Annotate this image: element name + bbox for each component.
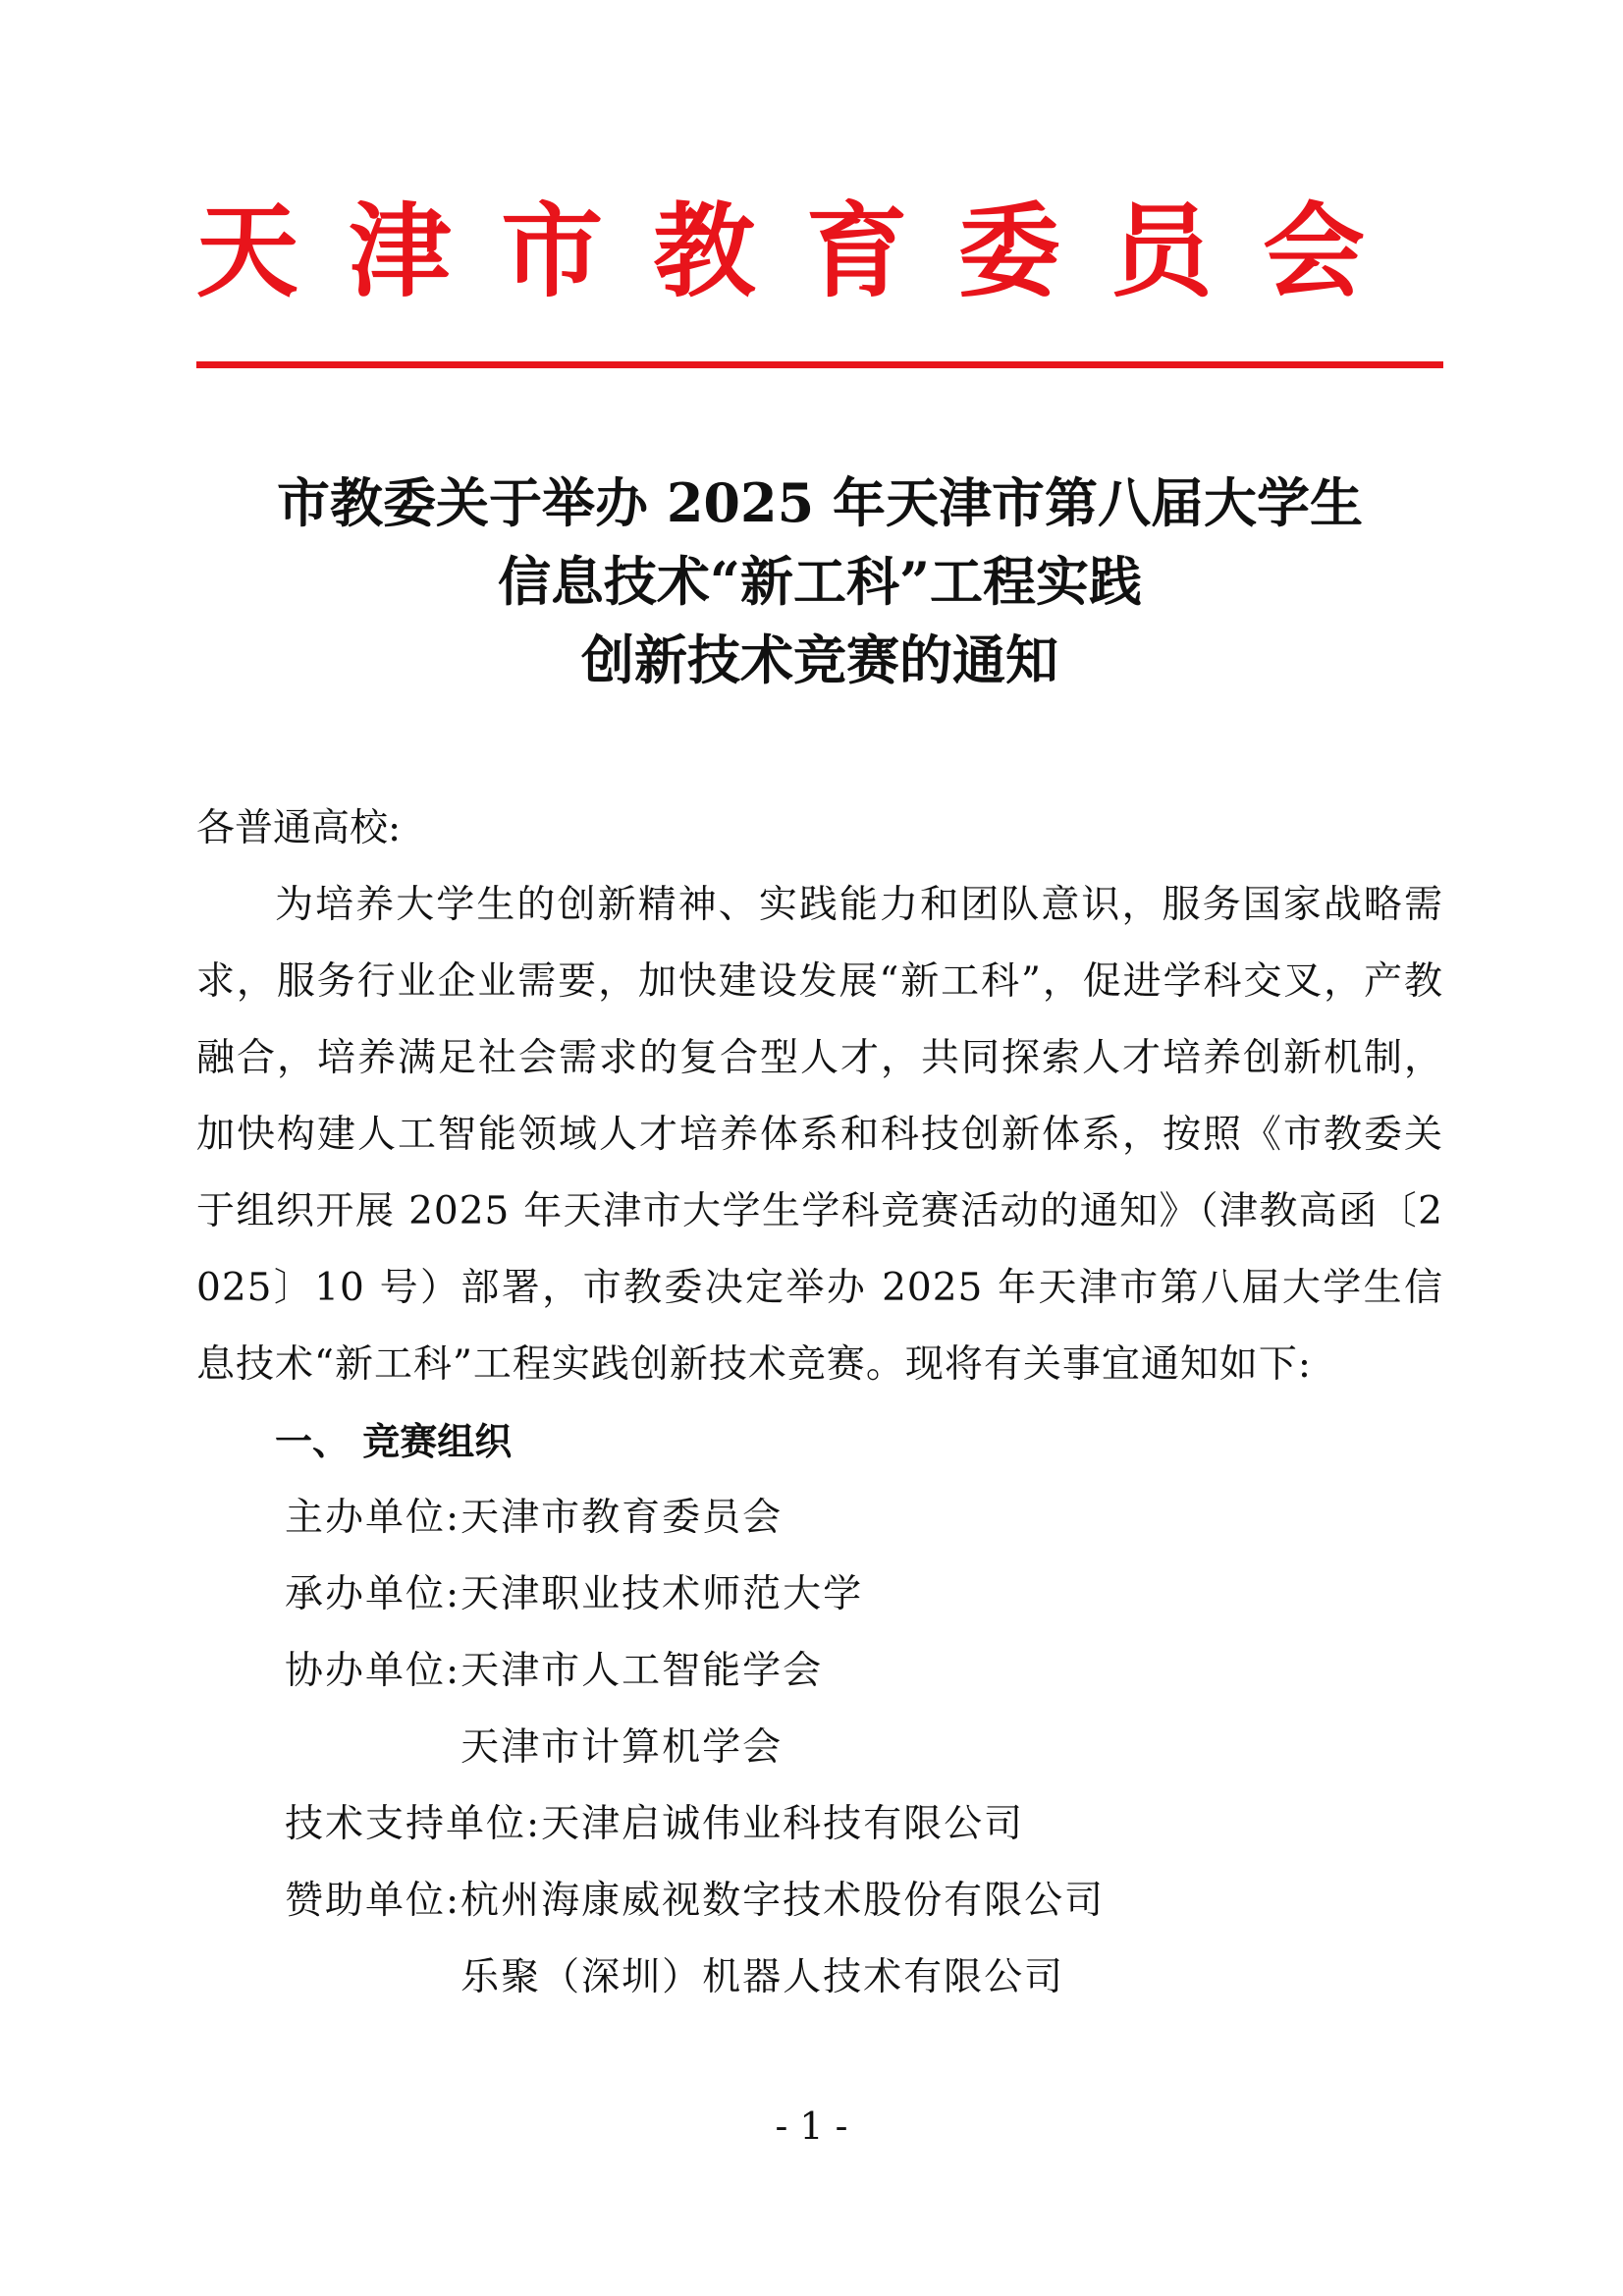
org-label: 技术支持单位: <box>285 1802 542 1846</box>
org-row-co-organizer <box>196 1633 1443 1786</box>
org-values <box>460 1633 823 1786</box>
issuer-masthead <box>196 192 1365 310</box>
org-values <box>460 1480 783 1557</box>
masthead-divider <box>196 361 1443 368</box>
org-label: 协办单位: <box>285 1649 461 1693</box>
org-value: 天津市教育委员会 <box>460 1496 784 1540</box>
org-row-tech-support <box>196 1786 1443 1863</box>
masthead-char: 会 <box>1262 191 1365 311</box>
document-title <box>147 464 1492 699</box>
org-label: 承办单位: <box>285 1572 461 1616</box>
org-row-host <box>196 1480 1443 1557</box>
org-label: 主办单位: <box>285 1496 461 1540</box>
org-row-organizer <box>196 1557 1443 1633</box>
section-heading: 一、 竞赛组织 <box>275 1420 513 1463</box>
masthead-char: 育 <box>805 191 908 311</box>
salutation: 各普通高校: <box>196 806 402 850</box>
org-values <box>460 1863 1105 2016</box>
masthead-char: 市 <box>501 191 604 311</box>
intro-paragraph: 为培养大学生的创新精神、实践能力和团队意识，服务国家战略需求，服务行业企业需要，加快建设发展“新工科”，促进学科交叉，产教融合，培养满足社会需求的复合型人才，共同探索人才培养创新机制，加快构建人工智能领域人才培养体系和科技创新体系，按照《市教委关于组织开展 2025 年天津市大学生学科竞赛活动的通知》（津教高函〔2025〕10 号）部署，市教委决定举办 2025 年天津市第八届大学生信息技术“新工科”工程实践创新技术竞赛。现将有关事宜通知如下: <box>196 883 1443 1387</box>
org-value: 天津启诚伟业科技有限公司 <box>541 1802 1025 1846</box>
masthead-char: 教 <box>653 191 756 311</box>
title-line-2: 信息技术“新工科”工程实践 <box>497 550 1143 613</box>
org-value: 天津职业技术师范大学 <box>460 1572 864 1616</box>
org-value: 乐聚（深圳）机器人技术有限公司 <box>460 1955 1065 1999</box>
title-line-3: 创新技术竞赛的通知 <box>581 629 1058 691</box>
org-value: 天津市人工智能学会 <box>460 1649 824 1693</box>
org-value: 杭州海康威视数字技术股份有限公司 <box>460 1879 1106 1923</box>
org-values <box>460 1557 863 1633</box>
masthead-char: 津 <box>349 191 452 311</box>
title-line-1: 市教委关于举办 2025 年天津市第八届大学生 <box>277 471 1363 534</box>
org-values <box>541 1786 1024 1863</box>
masthead-char: 委 <box>957 191 1060 311</box>
org-row-sponsor <box>196 1863 1443 2016</box>
document-body <box>196 791 1443 2016</box>
org-value: 天津市计算机学会 <box>460 1725 784 1770</box>
page-number: - 1 - <box>775 2105 848 2148</box>
masthead-char: 天 <box>196 191 299 311</box>
org-label: 赞助单位: <box>285 1879 461 1923</box>
masthead-char: 员 <box>1109 191 1213 311</box>
